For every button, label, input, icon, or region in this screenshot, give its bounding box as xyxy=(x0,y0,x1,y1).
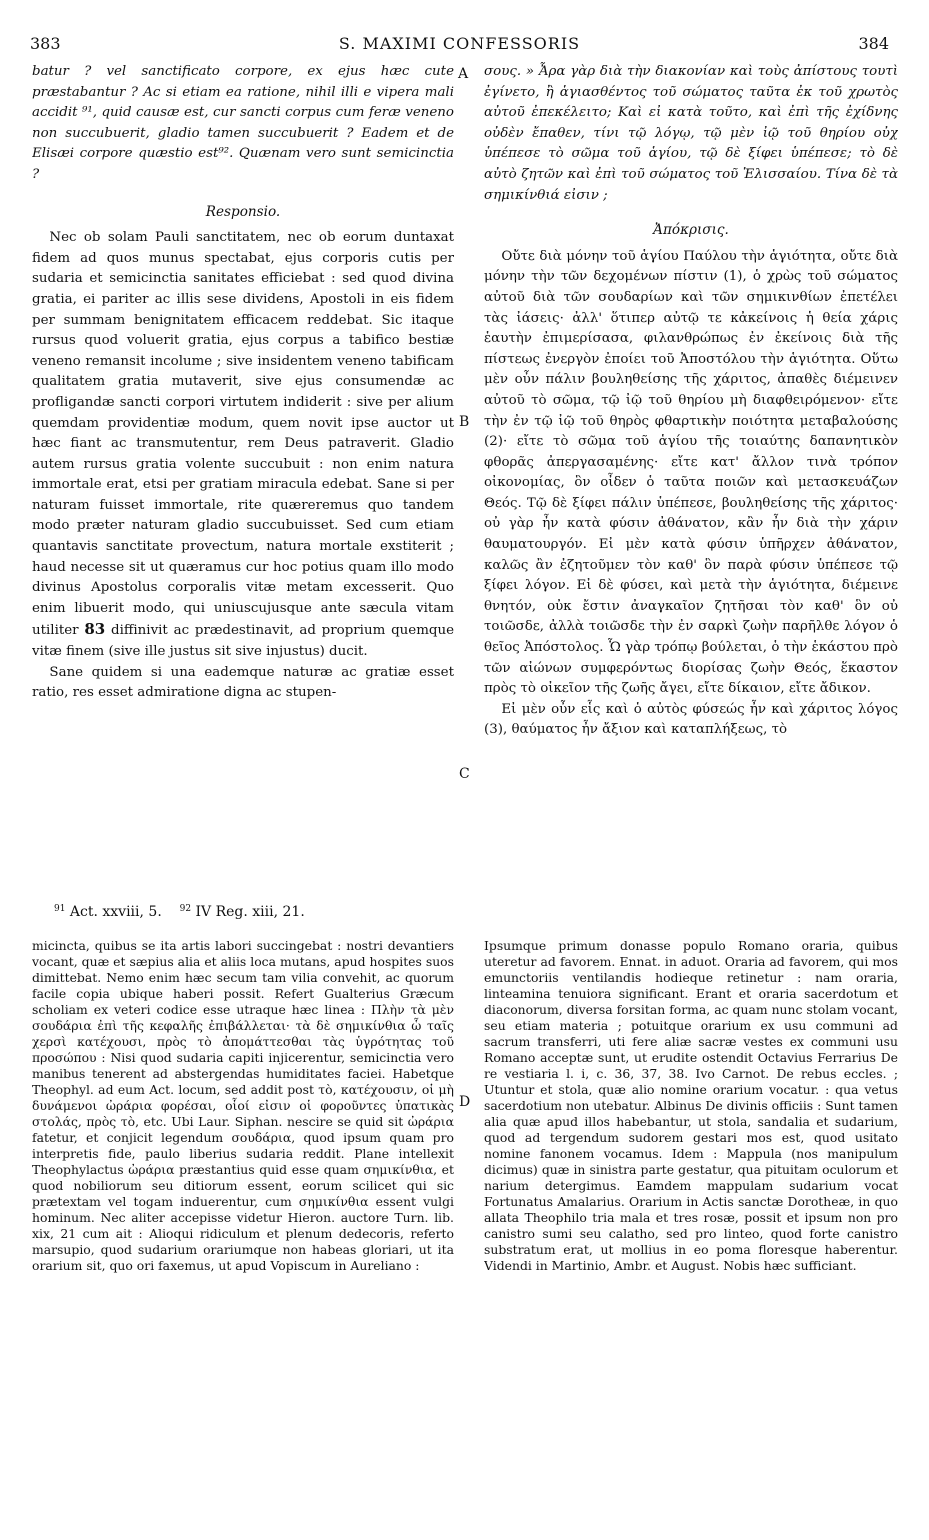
notes-left-text: micincta, quibus se ita artis labori succingebat : nostri devantiers vocant, quæ et sæpius alia et aliis loca mutans, apud hospites suos dimittebat. Nemo enim hæc secum tam vilia convehit, ac quorum facile copia ubique haberi possit. Refert Gualterius Græcum scholiam ex veteri codice esse utraque hæc linea : Πλὴν τὰ μὲν σουδάρια ἐπὶ τῆς κεφαλῆς ἐπιβάλλεται· τὰ δὲ σημικίνθια ὧ ταῖς χερσὶ κατέχουσι, πρὸς τὸ ἀπομάττεσθαι τὰς ὑγρότητας τοῦ προσώπου : Nisi quod sudaria capiti injicerentur, semicinctia vero manibus tenerent ad abstergendas humiditates faciei. Habetque Theophyl. ad eum Act. locum, sed addit post τὸ, κατέχουσιν, οἱ μὴ δυνάμενοι ὠράρια φορέσαι, οἷοί εἰσιν οἱ φοροῦντες ὑπατικὰς στολάς, πρὸς τὸ, etc. Ubi Laur. Siphan. nescire se quid sit ὠράρια fatetur, et conjicit legendum σουδάρια, quod ipsum quam pro interpretis fide, paulo liberius sudaria reddit. Plane intellexit Theophylactus ὠράρια præstantius quid esse quam σημικίνθια, et quod nobiliorum seu ditiorum essent, eorum scilicet qui sic prætextam vel togam induerentur, cum σημικίνθια essent vulgi hominum. Nec aliter accepisse videtur Hieron. auctore Turn. lib. xix, 21 cum ait : Alioqui ridiculum et plenum dedecoris, referto marsupio, quod sudarium orariumque non habeas gloriari, ut ita orarium sit, quo ori faxemus, ut apud Vopiscum in Aureliano : xyxy=(32,938,454,1273)
notes-right-column xyxy=(484,938,898,1538)
greek-column xyxy=(484,62,898,897)
latin-answer-text-b: diffinivit ac prædestinavit, ad proprium quemque vitæ finem (sive ille justus sit sive injustus) ducit. xyxy=(32,623,454,660)
footnote-text-91: Act. xxviii, 5. xyxy=(69,904,162,920)
latin-response-heading: Responsio. xyxy=(205,203,281,220)
latin-answer-text-a: Nec ob solam Pauli sanctitatem, nec ob eorum duntaxat fidem ad quos munus spectabat, ejus corporis cutis per sudaria et semicinctia sanitates efficiebat : sed quod divina gratia, ei pariter ac illis sese dividens, Apostoli in eis fidem per summam benignitatem efficacem reddebat. Sic itaque rursus quod voluerit gratia, ejus corpus a tabifico bestiæ veneno remansit incolume ; sive insidentem veneno tabificam qualitatem gratia mutaverit, sive ejus consumendæ ac profligandæ sancti corpori virtutem indiderit : sive per alium quemdam providentiæ modum, quem novit ipse auctor ut hæc fiant ac transmutentur, rem Deus patraverit. Gladio autem rursus gratia volente succubuit : non enim natura immortale erat, etsi per gratiam miracula edebat. Sane si per naturam fuisset immortale, rite quæreremus quo tandem modo præter naturam gladio succubuisset. Sed cum etiam quantavis sanctitate provectum, natura mortale exstiterit ; haud necesse sit ut quæramus cur hoc potius quam illo modo divinus Apostolus corporalis vitæ metam excesserit. Quo enim libuerit modo, qui uniuscujusque ante sæcula vitam utiliter xyxy=(32,230,454,639)
footnote-number-92: 92 xyxy=(179,904,192,914)
greek-answer: Οὔτε διὰ μόνην τοῦ ἁγίου Παύλου τὴν ἁγιότητα, οὔτε διὰ μόνην τὴν τῶν δεχομένων πίστιν (1), ὁ χρὼς τοῦ σώματος αὐτοῦ διὰ τῶν σουδαρίων καὶ τῶν σημικινθίων ἐπετέλει τὰς ἰάσεις· ἀλλ' ὅτιπερ αὐτῷ τε κἀκείνοις ἡ θεία χάρις ἑαυτὴν ἐπιμερίσασα, φιλανθρώπως ἐν ἐκείνοις διὰ τῆς πίστεως ἐνεργὸν ἐποίει τοῦ Ἀποστόλου τὴν ἁγιότητα. Οὕτω μὲν οὖν πάλιν βουληθείσης τῆς χάριτος, ἀπαθὲς διέμεινεν αὐτοῦ τὸ σῶμα, τῷ ἰῷ τοῦ θηρίου μὴ διαφθειρόμενον· εἴτε τὴν ἐν τῷ ἰῷ τοῦ θηρὸς φθαρτικὴν ποιότητα μεταβαλούσης (2)· εἴτε τὸ σῶμα τοῦ ἁγίου τῆς τοιαύτης δαπανητικὸν φθορᾶς ἀπεργασαμένης· εἴτε κατ' ἄλλον τινὰ τρόπον οἰκονομίας, ὃν οἶδεν ὁ ταῦτα ποιῶν καὶ μετασκευάζων Θεός. Τῷ δὲ ξίφει πάλιν ὑπέπεσε, βουληθείσης τῆς χάριτος· οὐ γὰρ ἦν κατὰ φύσιν ἀθάνατον, κἂν ἦν διὰ τὴν χάριν θαυματουργόν. Εἰ μὲν κατὰ φύσιν ὑπῆρχεν ἀθάνατον, καλῶς ἂν ἐζητοῦμεν τὸν καθ' ὃν παρὰ φύσιν ὑπέπεσε τῷ ξίφει λόγον. Εἰ δὲ φύσει, καὶ μετὰ τὴν ἁγιότητα, διέμεινε θνητόν, οὐκ ἔστιν ἀναγκαῖον ζητῆσαι τὸν καθ' ὃν οὐ τοιῶσδε, ἀλλὰ τοιῶσδε τὴν ἐν σαρκὶ ζωὴν παρῆλθε λόγον ὁ θεῖος Ἀπόστολος. Ὧ γὰρ τρόπῳ βούλεται, ὁ τὴν ἑκάστου πρὸ τῶν αἰώνων συμφερόντως διορίσας ζωὴν Θεός, ἕκαστον πρὸς τὸ οἰκεῖον τῆς ζωῆς ἄγει, εἴτε δίκαιον, εἴτε ἄδικον. xyxy=(484,248,898,697)
margin-letter-a: A xyxy=(458,66,469,82)
greek-continuation: Εἰ μὲν οὖν εἷς καὶ ὁ αὐτὸς φύσεώς ἦν καὶ χάριτος λόγος (3), θαύματος ἦν ἄξιον καὶ καταπλήξεως, τὸ xyxy=(484,701,898,738)
latin-answer xyxy=(32,228,454,662)
running-header xyxy=(30,34,889,56)
greek-question: σους. » Ἆρα γὰρ διὰ τὴν διακονίαν καὶ τοὺς ἀπίστους τουτὶ ἐγίνετο, ἢ ἁγιασθέντος τοῦ σώματος ταῦτα ἐκ τοῦ χρωτὸς αὐτοῦ ἐπεκέλειτο; Καὶ εἰ κατὰ τοῦτο, καὶ ἐπὶ τῆς ἐχίδνης οὐδὲν ἔπαθεν, τίνι τῷ λόγῳ, τῷ μὲν ἰῷ τοῦ θηρίου οὐχ ὑπέπεσε τὸ σῶμα τοῦ ἁγίου, τῷ δὲ ξίφει ὑπέπεσε; τὸ δὲ αὐτὸ ζητῶν καὶ ἐπὶ τοῦ σώματος τοῦ Ἐλισσαίου. Τίνα δὲ τὰ σημικίνθιά εἰσιν ; xyxy=(484,64,898,203)
page-number-right: 384 xyxy=(858,34,889,53)
margin-letter-c: C xyxy=(459,766,470,782)
margin-letter-d: D xyxy=(459,1094,471,1110)
page-marker: 83 xyxy=(84,620,106,639)
footnotes xyxy=(54,904,305,920)
footnote-text-92: IV Reg. xiii, 21. xyxy=(195,904,305,920)
notes-right-text: Ipsumque primum donasse populo Romano oraria, quibus uteretur ad favorem. Ennat. in aduot. Oraria ad favorem, qui mos emunctoriis ventilandis hodieque retinetur : nam oraria, linteamina tenuiora significant. Erant et oraria sacerdotum et diaconorum, diversa forsitan forma, ac quam nunc stolam vocant, seu etiam materia ; potuitque orarium ex usu communi ad sacrum transferri, uti fere aliæ sacræ vestes ex communi usu Romano acceptæ sunt, ut erudite ostendit Octavius Ferrarius De re vestiaria l. i, c. 36, 37, 38. Ivo Carnot. De rebus eccles. ; Utuntur et stola, quæ alio nomine orarium vocatur. : qua vetus sacerdotium non utebatur. Albinus De divinis officiis : Sunt tamen alia quæ apud illos habebantur, ut stola, sandalia et sudarium, quod ad tergendum sudorem gestari mos est, quod usitato nomine fanonem vocamus. Idem : Mappula (nos manipulum dicimus) quæ in sinistra parte gestatur, qua pituitam oculorum et narium detergimus. Eamdem mappulam sudarium vocat Fortunatus Amalarius. Orarium in Actis sanctæ Dorotheæ, in quo allata Theophilo tria mala et tres rosæ, possit et ipsum non pro canistro sumi seu calatho, sed pro linteo, quod forte canistro substratum erat, ut mollius in eo poma floresque haberentur. Videndi in Martinio, Ambr. et August. Nobis hæc sufficiant. xyxy=(484,938,898,1273)
footnote-number-91: 91 xyxy=(54,904,66,914)
greek-response-heading: Ἀπόκρισις. xyxy=(653,222,729,239)
page-number-left: 383 xyxy=(30,34,61,53)
latin-question: batur ? vel sanctificato corpore, ex ejus hæc cute præstabantur ? Ac si etiam ea ratione, nihil illi e vipera mali accidit ⁹¹, quid causæ est, cur sancti corpus cum feræ veneno non succubuerit, gladio tamen succubuerit ? Eadem et de Elisæi corpore quæstio est⁹². Quænam vero sunt semicinctia ? xyxy=(32,64,454,182)
running-title: S. MAXIMI CONFESSORIS xyxy=(338,34,581,53)
latin-column xyxy=(32,62,454,862)
latin-continuation: Sane quidem si una eademque naturæ ac gratiæ esset ratio, res esset admiratione digna ac stupen- xyxy=(32,664,454,701)
notes-left-column xyxy=(32,938,454,1538)
margin-letter-b: B xyxy=(459,414,470,430)
